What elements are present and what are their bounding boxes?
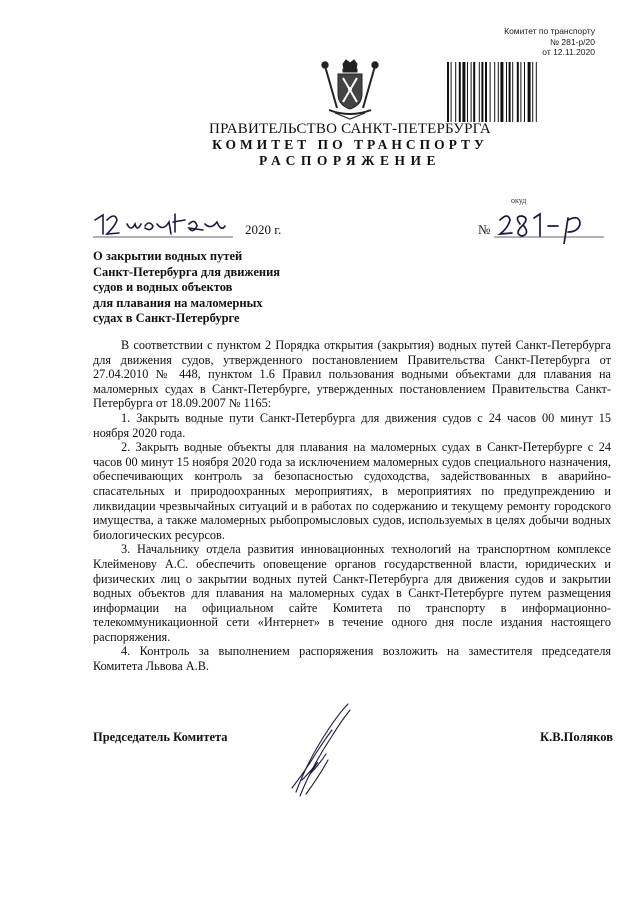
handwritten-date [93,210,233,244]
document-header [0,121,640,169]
date-year: 2020 г. [245,222,282,237]
subject-line: Санкт-Петербурга для движения [93,264,281,279]
subject-line: О закрытии водных путей [93,249,243,263]
handwritten-signature [288,700,358,800]
item-3-paragraph: 3. Начальнику отдела развития инновационных технологий на транспортном комплексе Клейменову А.С. обеспечить оповещение органов государственной власти, юридических и физических лиц о закрытии водных путей Санкт-Петербурга для движения судов и закрытии водных объектов для плавания на маломерных судах в Санкт-Петербурге путем размещения информации на официальном сайте Комитета по транспорту в информационно-телекоммуникационной сети «Интернет» в течение одного дня после издания настоящего распоряжения. [93,542,611,644]
item-1-paragraph: 1. Закрыть водные пути Санкт-Петербурга для движения судов с 24 часов 00 минут 15 ноября 2020 года. [93,410,611,440]
stamp-line-2: № 281-р/20 [549,36,595,47]
date-number-row [93,210,613,244]
item-2-paragraph: 2. Закрыть водные объекты для плавания на маломерных судах в Санкт-Петербурге с 24 часов 00 минут 15 ноября 2020 года за исключением маломерных судов специального назначения, обеспечивающих контроль за безопасностью судоходства, задействованных в аварийно-спасательных и природоохранных мероприятиях, в мероприятиях по предупреждению и ликвидации чрезвычайных ситуаций и в работах по содержанию и текущему ремонту городского имущества, а также маломерных рыбопромысловых судов, используемых в целях добычи водных биологических ресурсов. [93,440,611,542]
government-name: ПРАВИТЕЛЬСТВО САНКТ-ПЕТЕРБУРГА [209,121,491,137]
committee-name: КОМИТЕТ ПО ТРАНСПОРТУ [212,137,488,152]
signatory-title: Председатель Комитета [93,730,228,744]
document-type: РАСПОРЯЖЕНИЕ [258,153,442,168]
stamp-line-3: от 12.11.2020 [542,47,595,57]
handwritten-number [494,210,604,244]
subject-line: судах в Санкт-Петербурге [93,311,240,326]
stamp-line-1: Комитет по транспорту [504,26,595,36]
subject-line: судов и водных объектов [93,280,233,295]
item-4-paragraph: 4. Контроль за выполнением распоряжения возложить на заместителя председателя Комитета Львова А.В. [93,644,611,674]
registration-stamp [445,26,595,58]
document-subject [93,249,353,327]
okud-label: окуд [511,196,527,205]
number-label: № [478,222,491,237]
document-body [93,338,611,674]
preamble-paragraph: В соответствии с пунктом 2 Порядка открытия (закрытия) водных путей Санкт-Петербурга для движения судов, утвержденного постановлением Правительства Санкт-Петербурга от 27.04.2010 № 448, пунктом 1.6 Правил пользования водными объектами для плавания на маломерных судах в Санкт-Петербурге, утвержденных постановлением Правительства Санкт-Петербурга от 18.09.2007 № 1165: [93,338,611,411]
subject-line: для плавания на маломерных [93,295,263,310]
coat-of-arms-icon [315,58,385,120]
barcode-icon [446,62,596,122]
signatory-name: К.В.Поляков [540,730,613,744]
